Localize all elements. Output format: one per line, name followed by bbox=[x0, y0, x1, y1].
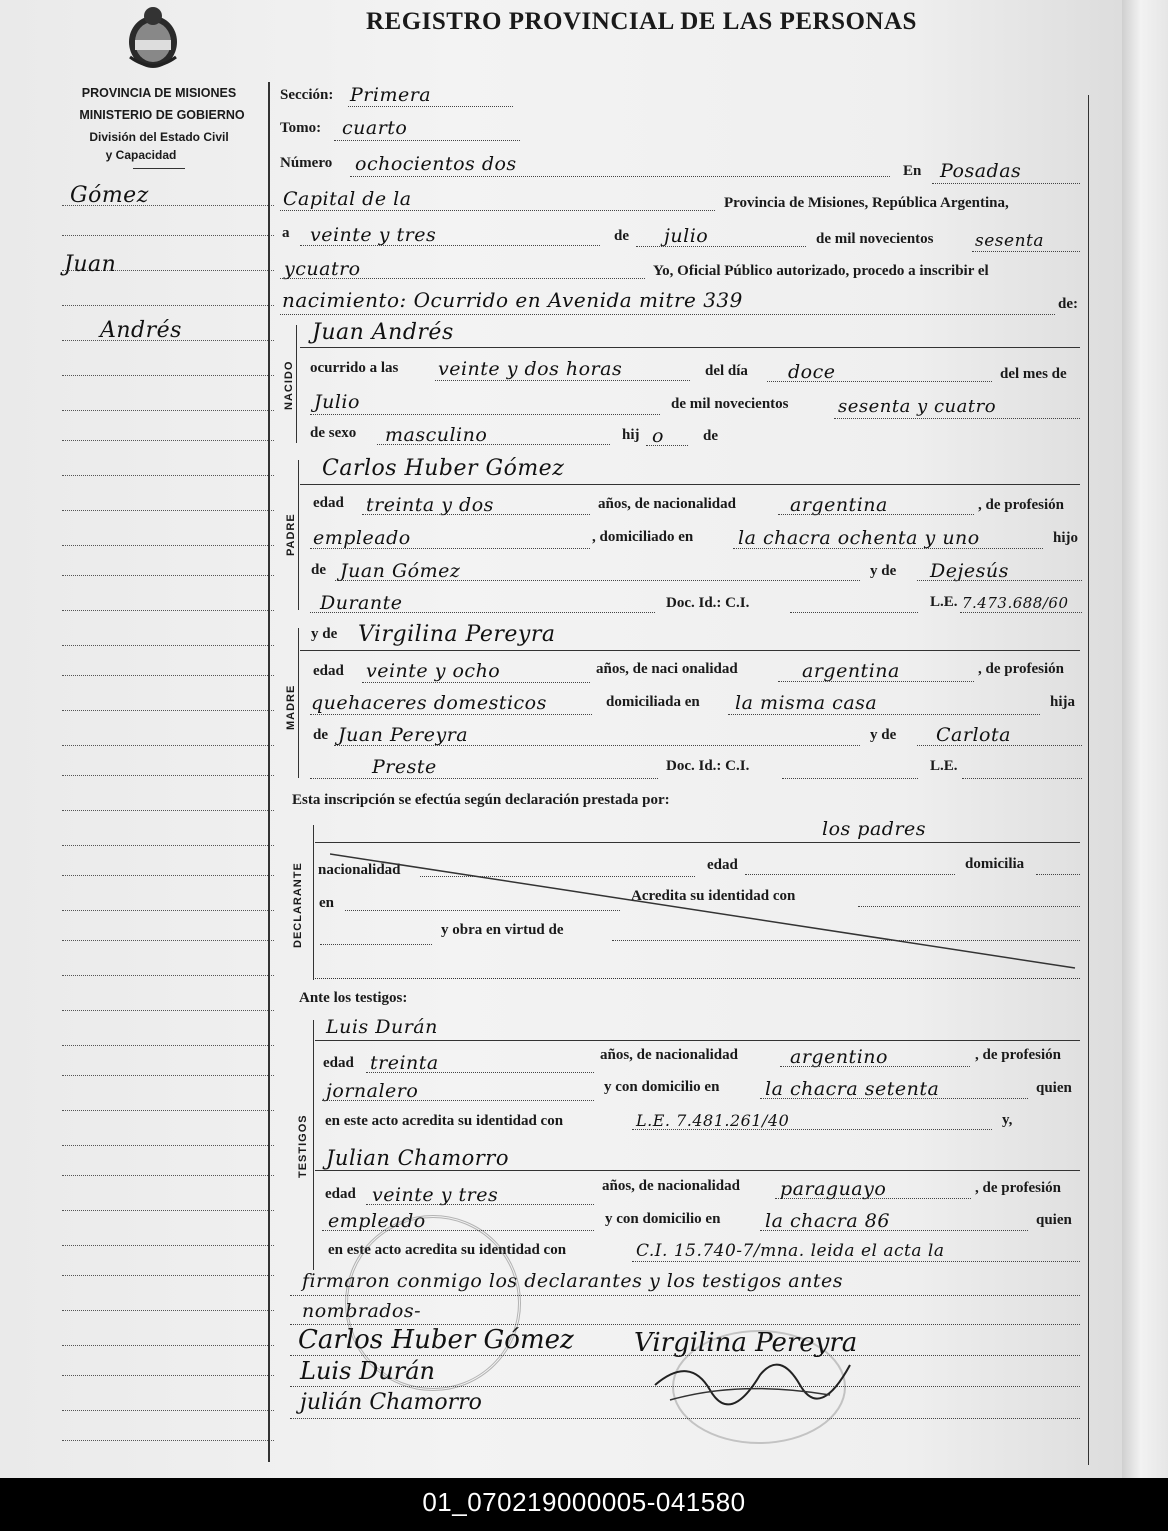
acto-value: nacimiento: Ocurrido en Avenida mitre 339 bbox=[282, 288, 743, 312]
madre-yde2-label: y de bbox=[870, 727, 897, 743]
declarante-edad-label: edad bbox=[707, 857, 738, 873]
madre-section-label: MADRE bbox=[285, 684, 297, 730]
declarante-bracket bbox=[313, 825, 314, 980]
declarante-obra-label: y obra en virtud de bbox=[441, 922, 564, 938]
dia-value: veinte y tres bbox=[310, 224, 437, 246]
right-border bbox=[1088, 95, 1089, 1465]
madre-madre-value: Carlota bbox=[936, 724, 1011, 746]
declaracion-intro: Esta inscripción se efectúa según declaración prestada por: bbox=[292, 792, 670, 808]
dia-nac-value: doce bbox=[788, 361, 836, 383]
header-province: PROVINCIA DE MISIONES bbox=[81, 86, 237, 100]
margin-name-1: Juan bbox=[64, 252, 117, 277]
padre-de-label: de bbox=[311, 562, 326, 578]
testigo2-name: Julian Chamorro bbox=[326, 1146, 509, 1170]
testigo2-nac-value: paraguayo bbox=[780, 1178, 887, 1200]
testigo2-name-line bbox=[315, 1170, 1080, 1171]
padre-edad-label: edad bbox=[313, 495, 344, 511]
madre-madre-line-2 bbox=[310, 778, 658, 779]
nacido-section-label: NACIDO bbox=[283, 360, 295, 410]
testigo2-acredita-label: en este acto acredita su identidad con bbox=[328, 1242, 567, 1258]
sig-line-3 bbox=[290, 1418, 1080, 1419]
testigo2-doc-value: C.I. 15.740-7/mna. leida el acta la bbox=[636, 1241, 945, 1261]
testigo1-prof-value: jornalero bbox=[326, 1080, 419, 1102]
padre-yde-label: y de bbox=[870, 563, 897, 579]
declarante-por-value: los padres bbox=[822, 818, 927, 840]
sexo-value: masculino bbox=[385, 424, 488, 446]
madre-nac-value: argentina bbox=[802, 660, 900, 682]
nacido-name: Juan Andrés bbox=[312, 320, 454, 345]
madre-yde-label: y de bbox=[311, 626, 338, 642]
padre-doc-label: Doc. Id.: C.I. bbox=[666, 595, 750, 611]
testigo1-quien-label: quien bbox=[1036, 1080, 1072, 1096]
padre-nac-label: años, de nacionalidad bbox=[598, 496, 736, 512]
closing-line-1: firmaron conmigo los declarantes y los testigos antes bbox=[302, 1270, 843, 1292]
padre-le-label: L.E. bbox=[930, 594, 958, 610]
officer-signature bbox=[650, 1345, 870, 1415]
testigo1-name-line bbox=[315, 1040, 1080, 1041]
madre-padre-line bbox=[334, 745, 860, 746]
madre-prof-label: , de profesión bbox=[978, 661, 1064, 677]
de-label: de bbox=[614, 228, 629, 244]
madre-dom-line bbox=[728, 714, 1040, 715]
madre-edad-value: veinte y ocho bbox=[366, 660, 501, 682]
testigo1-nac-value: argentino bbox=[790, 1046, 888, 1068]
hij-de-label: de bbox=[703, 428, 718, 444]
seccion-value: Primera bbox=[350, 84, 432, 106]
madre-doc-label: Doc. Id.: C.I. bbox=[666, 758, 750, 774]
madre-ci-line bbox=[782, 778, 918, 779]
de-colon: de: bbox=[1058, 296, 1078, 312]
anio-value-1: sesenta bbox=[975, 231, 1044, 251]
testigo2-edad-label: edad bbox=[325, 1186, 356, 1202]
madre-nac-line bbox=[778, 681, 974, 682]
hij-label: hij bbox=[622, 427, 640, 443]
mes-nac-line bbox=[310, 414, 660, 415]
header-division: División del Estado Civil bbox=[89, 130, 229, 144]
padre-padre-value: Juan Gómez bbox=[340, 560, 461, 582]
header-ministry: MINISTERIO DE GOBIERNO bbox=[79, 108, 245, 122]
hora-value: veinte y dos horas bbox=[438, 358, 623, 380]
testigo1-edad-line bbox=[366, 1072, 594, 1073]
madre-hija-label: hija bbox=[1050, 694, 1076, 710]
tomo-line bbox=[334, 140, 520, 141]
testigo1-prof-label: , de profesión bbox=[975, 1047, 1061, 1063]
padre-name: Carlos Huber Gómez bbox=[322, 456, 565, 481]
padre-madre-value: Dejesús bbox=[930, 560, 1009, 582]
ocurrido-label: ocurrido a las bbox=[310, 360, 399, 376]
anio-value-2: ycuatro bbox=[284, 258, 361, 280]
padre-bracket bbox=[298, 460, 299, 610]
yo-text: Yo, Oficial Público autorizado, procedo a inscribir el bbox=[653, 263, 989, 279]
testigo2-prof-label: , de profesión bbox=[975, 1180, 1061, 1196]
header-divider bbox=[133, 168, 185, 169]
madre-name-line bbox=[300, 650, 1080, 651]
declarante-line-end bbox=[315, 978, 1080, 979]
padre-padre-line bbox=[335, 580, 860, 581]
padre-madre-value-2: Durante bbox=[320, 592, 403, 614]
testigo1-dom-value: la chacra setenta bbox=[765, 1078, 940, 1100]
image-caption: 01_070219000005-041580 bbox=[422, 1487, 746, 1517]
en-label: En bbox=[903, 163, 922, 179]
madre-edad-label: edad bbox=[313, 663, 344, 679]
lugar-value: Capital de la bbox=[283, 188, 412, 210]
testigo1-nac-line bbox=[780, 1066, 970, 1067]
nacido-bracket bbox=[296, 325, 297, 443]
declarante-dom-label: domicilia bbox=[965, 856, 1025, 872]
nacido-name-line bbox=[300, 347, 1080, 348]
mil-label: de mil novecientos bbox=[816, 231, 934, 247]
anio-line-1 bbox=[972, 251, 1080, 252]
sexo-label: de sexo bbox=[310, 425, 357, 441]
anio-nac-value: sesenta y cuatro bbox=[838, 396, 997, 417]
sexo-line bbox=[377, 444, 610, 445]
anio-nac-line bbox=[834, 418, 1080, 419]
numero-line bbox=[350, 176, 890, 177]
testigo2-prof-value: empleado bbox=[328, 1210, 426, 1232]
declarante-line-1 bbox=[315, 842, 1080, 843]
madre-padre-value: Juan Pereyra bbox=[338, 724, 469, 746]
tomo-label: Tomo: bbox=[280, 120, 322, 136]
signature-father: Carlos Huber Gómez bbox=[298, 1325, 574, 1355]
testigo1-edad-value: treinta bbox=[370, 1052, 439, 1074]
testigos-bracket bbox=[313, 1020, 314, 1270]
margin-name-2: Andrés bbox=[100, 318, 182, 343]
madre-madre-value-2: Preste bbox=[372, 756, 437, 778]
padre-madre-line-2 bbox=[310, 612, 655, 613]
hij-value: o bbox=[652, 425, 664, 447]
padre-section-label: PADRE bbox=[285, 513, 297, 556]
del-dia-label: del día bbox=[705, 363, 748, 379]
testigo2-nac-label: años, de nacionalidad bbox=[602, 1178, 740, 1194]
padre-dom-label: , domiciliado en bbox=[592, 529, 694, 545]
declarante-section-label: DECLARANTE bbox=[292, 862, 304, 948]
padre-dom-line bbox=[733, 548, 1043, 549]
cancel-stroke bbox=[330, 848, 1080, 973]
padre-le-value: 7.473.688/60 bbox=[962, 594, 1069, 612]
dia-line bbox=[300, 245, 600, 246]
padre-prof-label: , de profesión bbox=[978, 497, 1064, 513]
madre-nac-label: años, de naci onalidad bbox=[596, 661, 738, 677]
padre-name-line bbox=[300, 484, 1080, 485]
madre-prof-line bbox=[310, 714, 592, 715]
testigo1-dom-label: y con domicilio en bbox=[604, 1079, 720, 1095]
testigo2-quien-label: quien bbox=[1036, 1212, 1072, 1228]
madre-bracket bbox=[298, 628, 299, 778]
en-line bbox=[932, 183, 1080, 184]
signature-witness-2: julián Chamorro bbox=[300, 1390, 482, 1415]
margin-surname: Gómez bbox=[70, 183, 149, 208]
declarante-nac-label: nacionalidad bbox=[318, 862, 401, 878]
numero-value: ochocientos dos bbox=[355, 153, 517, 175]
padre-nac-value: argentina bbox=[790, 494, 888, 516]
padre-edad-value: treinta y dos bbox=[366, 494, 494, 516]
madre-name: Virgilina Pereyra bbox=[358, 622, 556, 647]
main-divider bbox=[268, 82, 270, 1462]
declarante-acredita-label: Acredita su identidad con bbox=[631, 888, 796, 904]
mes-line bbox=[636, 246, 806, 247]
testigos-intro: Ante los testigos: bbox=[299, 990, 408, 1006]
numero-label: Número bbox=[280, 155, 333, 171]
testigo1-name: Luis Durán bbox=[326, 1016, 438, 1038]
signature-witness-1: Luis Durán bbox=[300, 1357, 435, 1385]
a-label: a bbox=[282, 225, 290, 241]
padre-nac-line bbox=[778, 514, 974, 515]
padre-edad-line bbox=[362, 514, 590, 515]
signature-mother: Virgilina Pereyra bbox=[634, 1328, 858, 1358]
declarante-en-label: en bbox=[319, 895, 334, 911]
testigo2-dom-line bbox=[760, 1230, 1028, 1231]
madre-de-label: de bbox=[313, 727, 328, 743]
testigo2-dom-label: y con domicilio en bbox=[605, 1211, 721, 1227]
mes-nac-value: Julio bbox=[314, 391, 360, 413]
provincia-text: Provincia de Misiones, República Argentina, bbox=[724, 195, 1009, 211]
testigo1-doc-line bbox=[632, 1129, 992, 1130]
madre-le-line bbox=[962, 778, 1082, 779]
header-capacity: y Capacidad bbox=[105, 148, 177, 162]
padre-prof-value: empleado bbox=[313, 527, 411, 549]
tomo-value: cuarto bbox=[342, 117, 408, 139]
testigo1-doc-value: L.E. 7.481.261/40 bbox=[636, 1111, 790, 1130]
testigo2-dom-value: la chacra 86 bbox=[765, 1210, 890, 1232]
hora-line bbox=[435, 380, 690, 381]
seccion-line bbox=[348, 106, 513, 107]
acto-line bbox=[280, 314, 1055, 315]
mes-value: julio bbox=[664, 225, 709, 247]
testigos-section-label: TESTIGOS bbox=[297, 1114, 309, 1178]
padre-le-line bbox=[960, 612, 1082, 613]
testigo1-edad-label: edad bbox=[323, 1055, 354, 1071]
padre-dom-value: la chacra ochenta y uno bbox=[738, 527, 980, 549]
del-mes-label: del mes de bbox=[1000, 366, 1067, 382]
testigo2-edad-value: veinte y tres bbox=[372, 1184, 499, 1206]
lugar-line bbox=[280, 210, 715, 211]
padre-ci-line bbox=[790, 612, 918, 613]
seccion-label: Sección: bbox=[280, 87, 334, 103]
madre-prof-value: quehaceres domesticos bbox=[311, 692, 547, 714]
testigo1-y-label: y, bbox=[1002, 1112, 1013, 1128]
madre-madre-line bbox=[917, 745, 1082, 746]
en-value: Posadas bbox=[940, 160, 1022, 182]
closing-line-2: nombrados- bbox=[302, 1300, 422, 1322]
dia-nac-line bbox=[767, 381, 992, 382]
mil-nac-label: de mil novecientos bbox=[671, 396, 789, 412]
madre-edad-line bbox=[362, 682, 590, 683]
hij-line bbox=[646, 445, 688, 446]
madre-dom-value: la misma casa bbox=[735, 692, 878, 714]
padre-hijo-label: hijo bbox=[1053, 530, 1079, 546]
testigo1-prof-line bbox=[322, 1100, 594, 1101]
madre-dom-label: domiciliada en bbox=[606, 694, 700, 710]
document-title: REGISTRO PROVINCIAL DE LAS PERSONAS bbox=[366, 8, 917, 35]
coat-of-arms-icon bbox=[120, 2, 186, 72]
testigo2-nac-line bbox=[775, 1198, 971, 1199]
madre-le-label: L.E. bbox=[930, 758, 958, 774]
padre-prof-line bbox=[310, 548, 590, 549]
testigo1-dom-line bbox=[760, 1098, 1028, 1099]
testigo2-edad-line bbox=[366, 1204, 594, 1205]
testigo1-acredita-label: en este acto acredita su identidad con bbox=[325, 1113, 564, 1129]
testigo1-nac-label: años, de nacionalidad bbox=[600, 1047, 738, 1063]
testigo2-doc-line bbox=[632, 1261, 1080, 1262]
page-edge bbox=[1122, 0, 1168, 1478]
anio-line-2 bbox=[280, 278, 645, 279]
padre-madre-line bbox=[917, 580, 1082, 581]
